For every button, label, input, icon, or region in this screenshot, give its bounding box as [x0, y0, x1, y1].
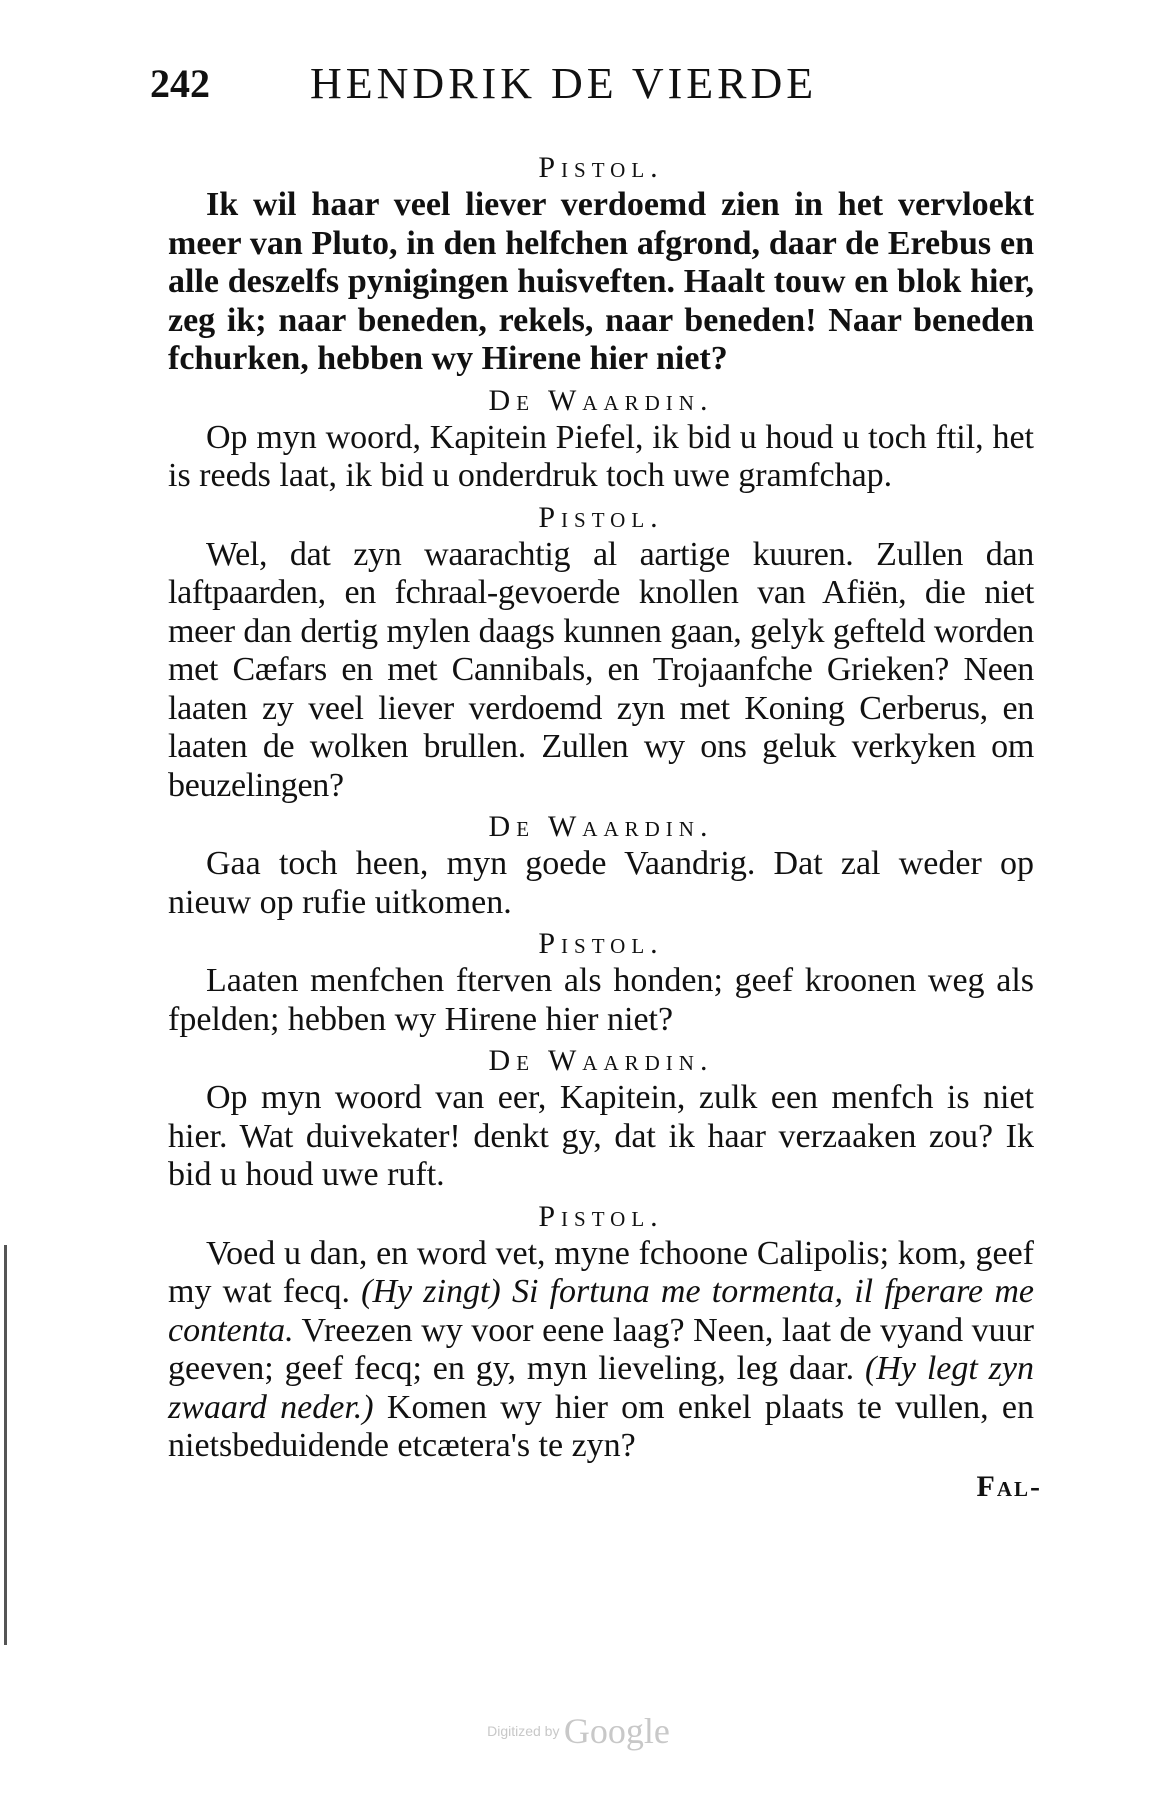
speaker-name: Pistol.: [538, 1199, 664, 1233]
speech-paragraph: Wel, dat zyn waarachtig al aartige kuuren. Zullen dan laftpaarden, en fchraal-gevoerde knollen van Afiën, die niet meer dan dertig mylen daags kunnen gaan, gelyk gefteld worden met Cæfars en met Cannibals, en Trojaanfche Grieken? Neen laaten zy veel liever verdoemd zyn met Koning Cerberus, en laaten de wolken brullen. Zullen wy ons geluk verkyken om beuzelingen?: [168, 535, 1034, 804]
catchword: Fal-: [976, 1469, 1042, 1503]
speech-run: Komen wy hier om enkel plaats te vullen, en nietsbeduidende etcætera's te zyn?: [168, 1388, 1034, 1464]
speaker-name: Pistol.: [538, 927, 664, 960]
speaker-name: De Waardin.: [488, 1044, 714, 1077]
stage-direction-italic: (Hy legt zyn zwaard neder.): [168, 1350, 1034, 1426]
speech-paragraph: Op myn woord van eer, Kapitein, zulk een menfch is niet hier. Wat duivekater! denkt gy, dat ik haar verzaaken zou? Ik bid u houd uwe ruft.: [168, 1079, 1034, 1193]
speech-paragraph: Gaa toch heen, myn goede Vaandrig. Dat zal weder op nieuw op rufie uitkomen.: [168, 845, 1034, 921]
page-edge-shadow: [4, 1245, 7, 1645]
page-number: 242: [150, 61, 210, 106]
speaker-name: Pistol.: [538, 500, 664, 534]
watermark-prefix: Digitized by: [487, 1723, 560, 1739]
running-header: [150, 58, 1010, 118]
speaker-name: De Waardin.: [488, 810, 714, 843]
speech-paragraph: Op myn woord, Kapitein Piefel, ik bid u houd u toch ftil, het is reeds laat, ik bid u onderdruk toch uwe gramfchap.: [168, 418, 1034, 494]
speaker-name: De Waardin.: [488, 383, 714, 417]
speech-paragraph: Laaten menfchen fterven als honden; geef kroonen weg als fpelden; hebben wy Hirene hier niet?: [168, 962, 1034, 1038]
text-body: [168, 150, 1042, 1504]
running-title: HENDRIK DE VIERDE: [310, 59, 818, 108]
speech-run: Vreezen wy voor eene laag? Neen, laat de vyand vuur geeven; geef fecq; en gy, myn lieveling, leg daar.: [168, 1311, 1034, 1387]
speech-paragraph: [168, 1235, 1034, 1466]
stage-direction-italic: (Hy zingt) Si fortuna me tormenta, il fperare me contenta.: [168, 1273, 1034, 1349]
speech-run: Voed u dan, en word vet, myne fchoone Calipolis; kom, geef my wat fecq.: [168, 1234, 1034, 1310]
speaker-name: Pistol.: [538, 151, 664, 184]
speech-paragraph: Ik wil haar veel liever verdoemd zien in het vervloekt meer van Pluto, in den helfchen afgrond, daar de Erebus en alle deszelfs pynigingen huisveften. Haalt touw en blok hier, zeg ik; naar beneden, rekels, naar beneden! Naar beneden fchurken, hebben wy Hirene hier niet?: [168, 186, 1034, 377]
digitization-watermark: [0, 1710, 1157, 1752]
google-logo-text: Google: [563, 1711, 670, 1751]
